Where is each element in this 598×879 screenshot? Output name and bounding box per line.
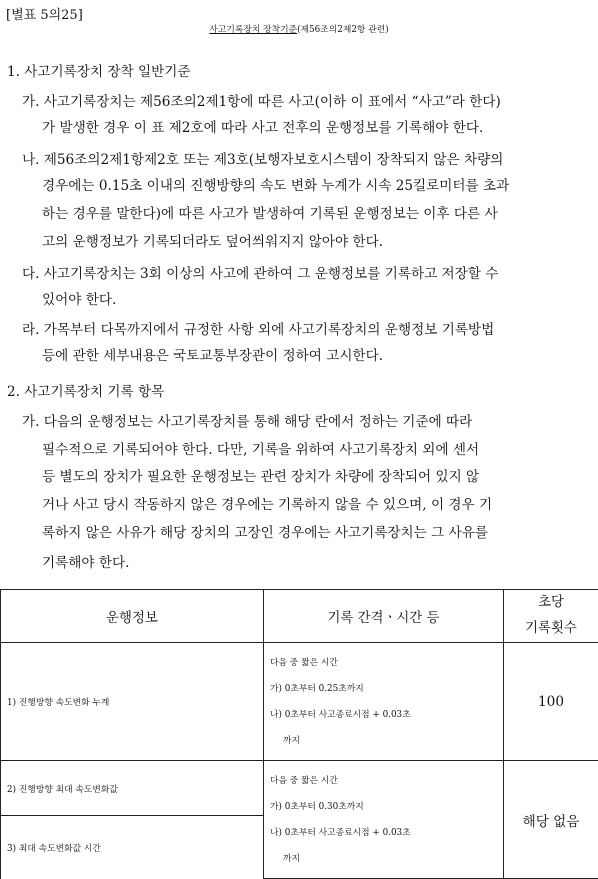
row-info: 1) 진행방향 속도변화 누계 — [1, 643, 264, 761]
paragraph-line: 나. 제56조의2제1항제2호 또는 제3호(보행자보호시스템이 장착되지 않은 차량의 — [22, 148, 503, 168]
recording-items-table — [0, 589, 598, 879]
document-title-suffix: (제56조의2제2항 관련) — [297, 25, 389, 35]
paragraph-line: 등 별도의 장치가 필요한 운행정보는 관련 장치가 차량에 장착되어 있지 않 — [42, 465, 479, 485]
interval-line: 까지 — [270, 846, 503, 872]
header-count-line2: 기록횟수 — [504, 616, 598, 642]
paragraph-line: 가. 다음의 운행정보는 사고기록장치를 통해 해당 란에서 정하는 기준에 따라 — [22, 410, 472, 430]
appendix-tag: [별표 5의25] — [6, 4, 83, 23]
section-1-heading: 1. 사고기록장치 장착 일반기준 — [7, 60, 191, 80]
paragraph-line: 록하지 않은 사유가 해당 장치의 고장인 경우에는 사고기록장치는 그 사유를 — [42, 521, 488, 541]
row-info: 3) 최대 속도변화값 시간 — [1, 816, 264, 879]
table-header-row — [1, 590, 598, 643]
section-2-heading: 2. 사고기록장치 기록 항목 — [7, 380, 164, 400]
paragraph-line: 필수적으로 기록되어야 한다. 다만, 기록을 위하여 사고기록장치 외에 센서 — [42, 438, 479, 458]
interval-line: 다음 중 짧은 시간 — [270, 768, 503, 794]
paragraph-line: 기록해야 한다. — [42, 551, 129, 571]
paragraph-line: 다. 사고기록장치는 3회 이상의 사고에 관하여 그 운행정보를 기록하고 저장할 수 — [22, 262, 498, 282]
interval-line: 가) 0초부터 0.30초까지 — [270, 794, 503, 820]
row-info: 2) 진행방향 최대 속도변화값 — [1, 761, 264, 816]
row-count: 100 — [504, 643, 598, 761]
paragraph-line: 있어야 한다. — [42, 288, 116, 308]
row-count: 해당 없음 — [504, 761, 598, 879]
row-interval — [264, 761, 504, 879]
table-row — [1, 643, 598, 761]
paragraph-line: 거나 사고 당시 작동하지 않은 경우에는 기록하지 않을 수 있으며, 이 경우 기 — [42, 493, 492, 513]
table-row — [1, 761, 598, 816]
row-interval — [264, 643, 504, 761]
header-info: 운행정보 — [1, 590, 264, 643]
interval-line: 까지 — [270, 728, 503, 754]
interval-line: 다음 중 짧은 시간 — [270, 650, 503, 676]
interval-line: 가) 0초부터 0.25초까지 — [270, 676, 503, 702]
paragraph-line: 경우에는 0.15초 이내의 진행방향의 속도 변화 누계가 시속 25킬로미터를 초과 — [42, 174, 509, 194]
paragraph-line: 등에 관한 세부내용은 국토교통부장관이 정하여 고시한다. — [42, 344, 383, 364]
document-title — [0, 22, 598, 35]
interval-line: 나) 0초부터 사고종료시점 + 0.03초 — [270, 702, 503, 728]
header-count-line1: 초당 — [504, 590, 598, 616]
paragraph-line: 라. 가목부터 다목까지에서 규정한 사항 외에 사고기록장치의 운행정보 기록방법 — [22, 318, 494, 338]
document-title-main: 사고기록장치 장착기준 — [209, 25, 297, 35]
paragraph-line: 가 발생한 경우 이 표 제2호에 따라 사고 전후의 운행정보를 기록해야 한다. — [42, 116, 483, 136]
paragraph-line: 하는 경우를 말한다)에 따른 사고가 발생하여 기록된 운행정보는 이후 다른 사 — [42, 202, 498, 222]
paragraph-line: 고의 운행정보가 기록되더라도 덮어씌워지지 않아야 한다. — [42, 230, 383, 250]
header-interval: 기록 간격ㆍ시간 등 — [264, 590, 504, 643]
header-count — [504, 590, 598, 643]
paragraph-line: 가. 사고기록장치는 제56조의2제1항에 따른 사고(이하 이 표에서 “사고”라 한다) — [22, 90, 501, 110]
interval-line: 나) 0초부터 사고종료시점 + 0.03초 — [270, 820, 503, 846]
